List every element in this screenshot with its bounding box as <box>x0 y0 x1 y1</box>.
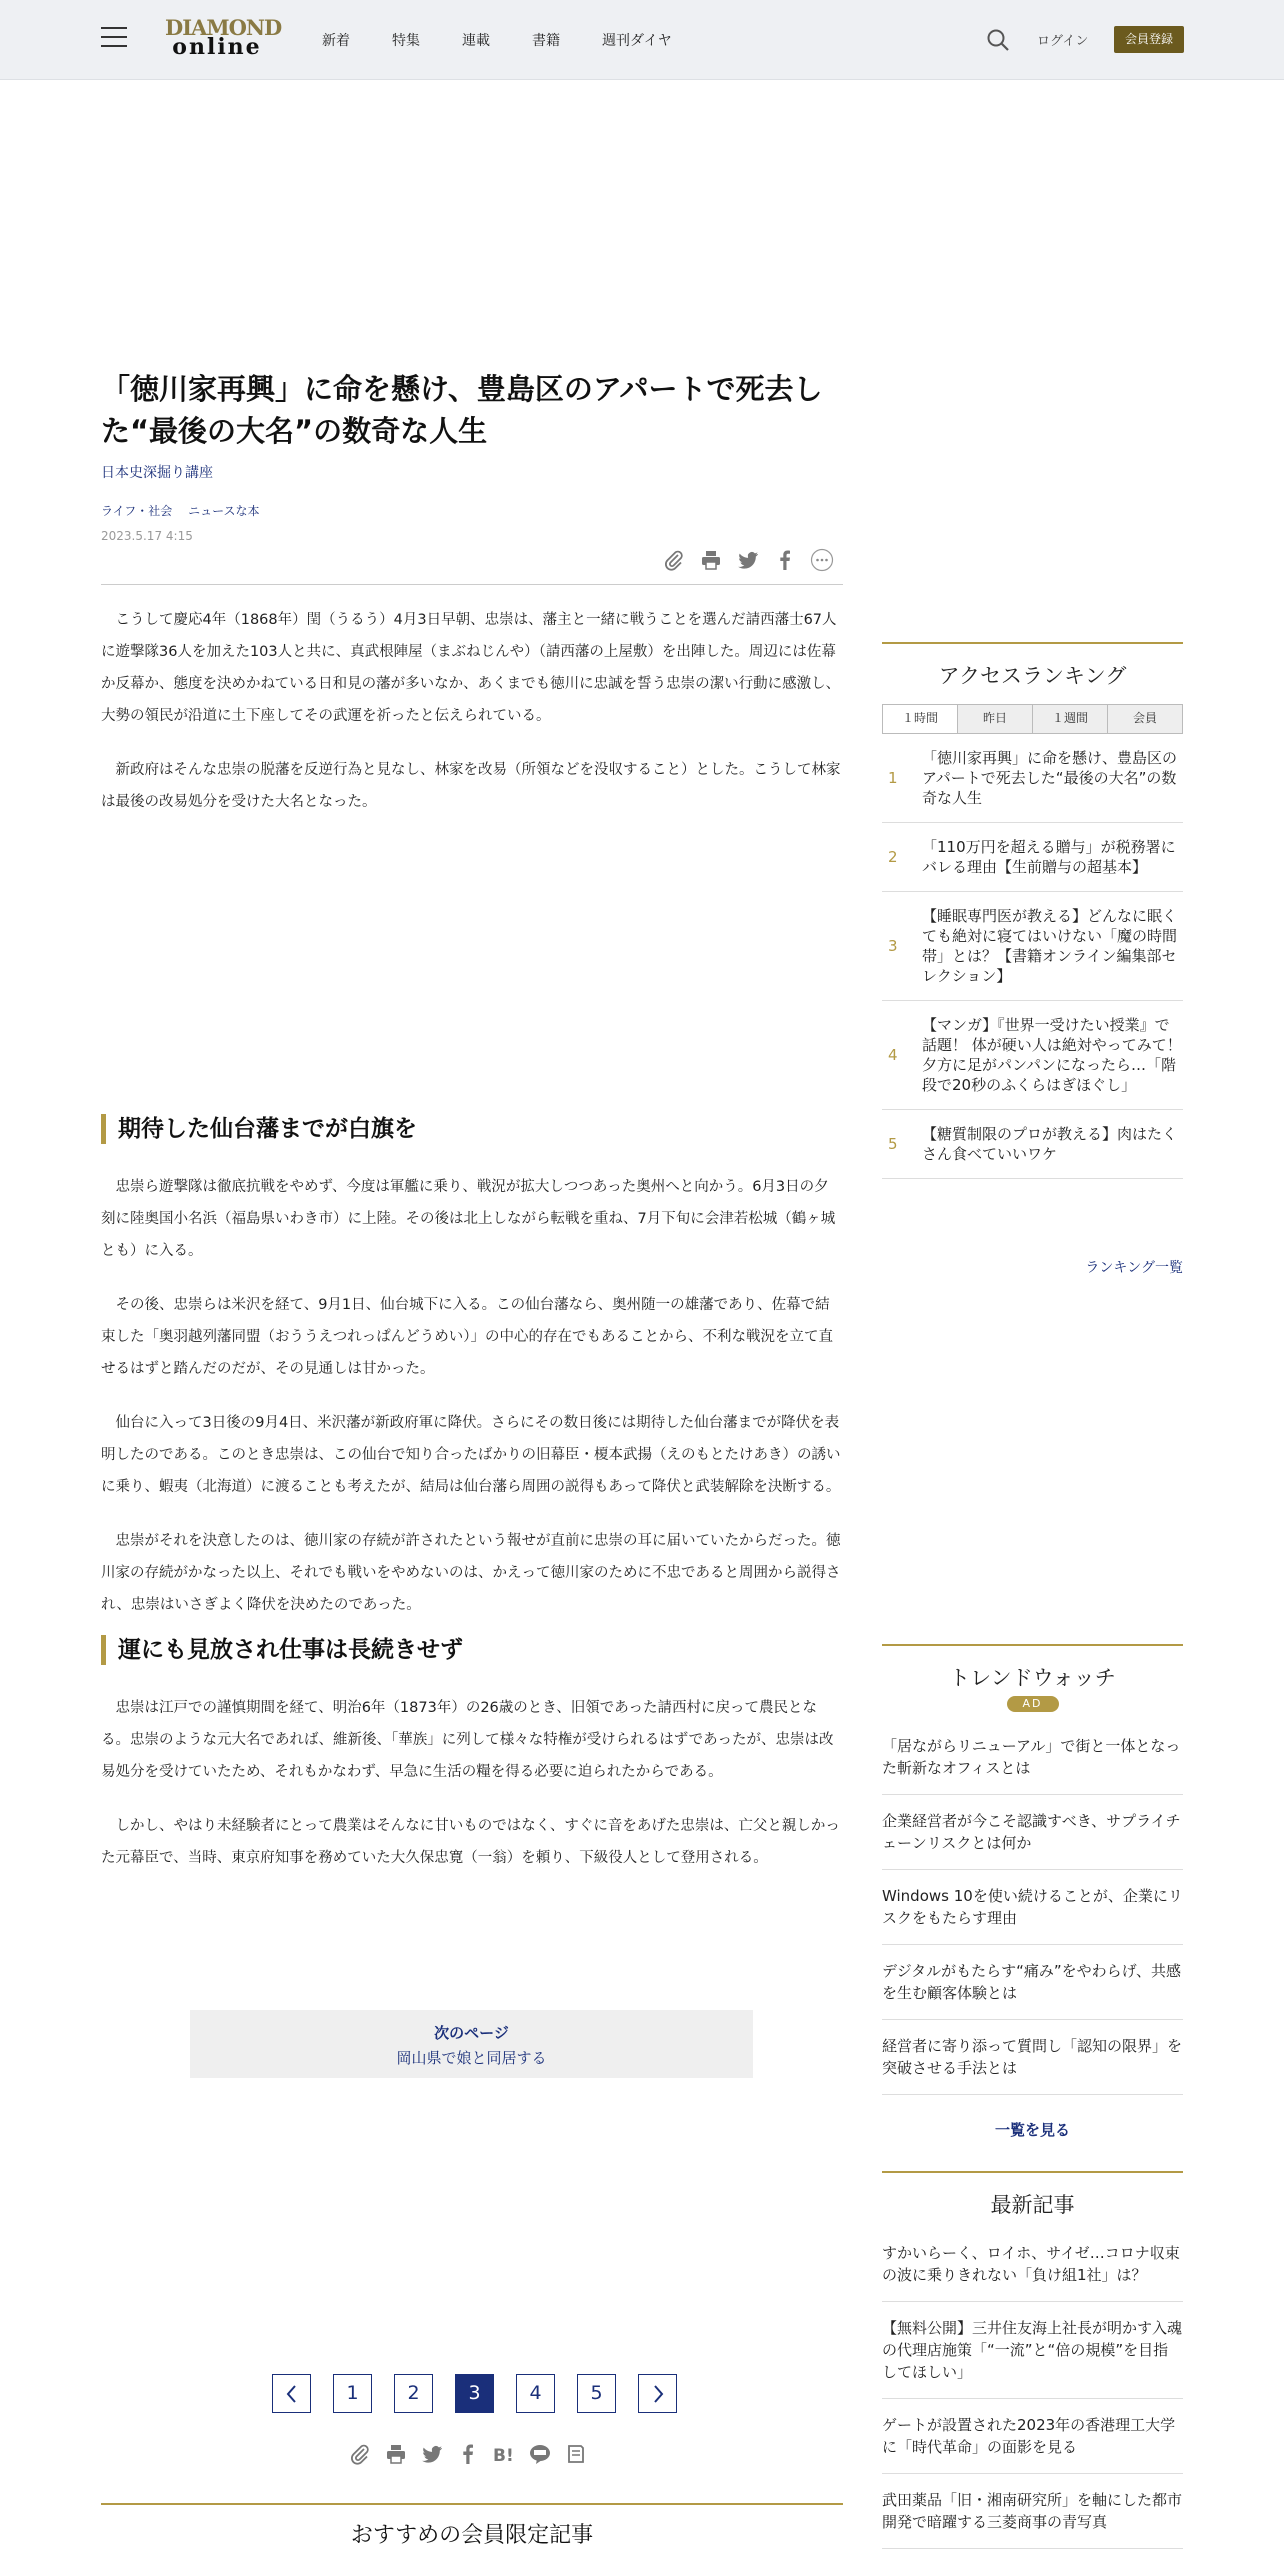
latest-item[interactable]: 武田薬品「旧・湘南研究所」を軸にした都市開発で暗躍する三菱商事の青写真 <box>882 2474 1183 2549</box>
nav-item-series[interactable]: 連載 <box>462 33 490 49</box>
site-logo[interactable] <box>165 15 282 60</box>
panel-divider <box>882 2171 1183 2173</box>
site-header <box>0 0 1284 80</box>
page-2-button[interactable]: 2 <box>394 2374 433 2413</box>
ranking-item[interactable] <box>882 734 1183 823</box>
search-icon[interactable] <box>986 28 1010 52</box>
trend-item[interactable]: 経営者に寄り添って質問し「認知の限界」を突破させる手法とは <box>882 2020 1183 2095</box>
login-link[interactable]: ログイン <box>1037 34 1089 49</box>
clip-icon[interactable] <box>662 548 686 572</box>
ranking-item[interactable] <box>882 1110 1183 1179</box>
ad-badge: AD <box>1007 1696 1059 1712</box>
tag-news-book[interactable]: ニュースな本 <box>188 504 260 518</box>
trend-item[interactable]: 「居ながらリニューアル」で街と一体となった斬新なオフィスとは <box>882 1720 1183 1795</box>
tab-1-hour[interactable]: １時間 <box>883 705 957 733</box>
body-paragraph: しかし、やはり未経験者にとって農業はそんなに甘いものではなく、すぐに音をあげた忠崇は、亡父と親しかった元幕臣で、当時、東京府知事を務めていた大久保忠寛（一翁）を頼り、下級役人として登用される。 <box>101 1818 840 1866</box>
trend-item[interactable]: デジタルがもたらす“痛み”をやわらげ、共感を生む顧客体験とは <box>882 1945 1183 2020</box>
body-paragraph: 忠崇は江戸での謹慎期間を経て、明治6年（1873年）の26歳のとき、旧領であった請西村に戻って農民となる。忠崇のような元大名であれば、維新後、「華族」に列して様々な特権が受けられるはずであったが、忠崇は改易処分を受けていたため、それもかなわず、早急に生活の糧を得る必要に迫られたからである。 <box>101 1700 834 1780</box>
tab-yesterday[interactable]: 昨日 <box>957 705 1032 733</box>
ranking-item[interactable] <box>882 1001 1183 1110</box>
nav-item-books[interactable]: 書籍 <box>532 33 560 49</box>
ranking-item[interactable] <box>882 892 1183 1001</box>
share-bar-bottom <box>348 2442 588 2466</box>
body-paragraph: 仙台に入って3日後の9月4日、米沢藩が新政府軍に降伏。さらにその数日後には期待した仙台藩までが降伏を表明したのである。このとき忠崇は、この仙台で知り合ったばかりの旧幕臣・榎本武揚（えのもとたけあき）の誘いに乗り、蝦夷（北海道）に渡ることも考えたが、結局は仙台藩ら周囲の説得もあって降伏と武装解除を決断する。 <box>101 1415 841 1495</box>
ad-space <box>101 840 843 1114</box>
ranking-panel <box>882 642 1183 1277</box>
line-icon[interactable] <box>528 2442 552 2466</box>
series-link[interactable]: 日本史深掘り講座 <box>101 465 213 481</box>
trend-item[interactable]: 企業経営者が今こそ認識すべき、サプライチェーンリスクとは何か <box>882 1795 1183 1870</box>
section-heading: 期待した仙台藩までが白旗を <box>101 1114 843 1144</box>
tag-life-society[interactable]: ライフ・社会 <box>101 504 173 518</box>
ranking-item-title: 「110万円を超える贈与」が税務署にバレる理由【生前贈与の超基本】 <box>922 838 1176 876</box>
global-nav <box>322 30 714 50</box>
more-share-icon[interactable] <box>810 548 834 572</box>
nav-item-new[interactable]: 新着 <box>322 33 350 49</box>
section-heading: 運にも見放され仕事は長続きせず <box>101 1635 843 1665</box>
next-page-title: 岡山県で娘と同居する <box>396 2049 547 2067</box>
trend-more-link[interactable]: 一覧を見る <box>994 2121 1070 2139</box>
twitter-icon[interactable] <box>736 548 760 572</box>
nav-item-weekly[interactable]: 週刊ダイヤ <box>602 33 672 49</box>
nav-item-feature[interactable]: 特集 <box>392 33 420 49</box>
rank-number: 3 <box>888 937 898 955</box>
prev-page-button[interactable] <box>272 2374 311 2413</box>
article-header <box>101 368 843 543</box>
facebook-icon[interactable] <box>773 548 797 572</box>
latest-title: 最新記事 <box>990 2193 1075 2217</box>
pagination <box>272 2374 677 2413</box>
signup-button[interactable]: 会員登録 <box>1114 26 1184 53</box>
page-5-button[interactable]: 5 <box>577 2374 616 2413</box>
ranking-item-title: 「徳川家再興」に命を懸け、豊島区のアパートで死去した“最後の大名”の数奇な人生 <box>922 749 1178 807</box>
article-title: 「徳川家再興」に命を懸け、豊島区のアパートで死去した“最後の大名”の数奇な人生 <box>101 372 823 448</box>
recommend-title: おすすめの会員限定記事 <box>350 2523 594 2548</box>
latest-item[interactable]: すかいらーく、ロイホ、サイゼ…コロナ収束の波に乗りきれない「負け組1社」は？ <box>882 2227 1183 2302</box>
tab-members[interactable]: 会員 <box>1107 705 1182 733</box>
logo-bottom: online <box>172 34 262 60</box>
ranking-item-title: 【マンガ】『世界一受けたい授業』で話題！ 体が硬い人は絶対やってみて！ 夕方に足がパンパンになったら…「階段で20秒のふくらはぎほぐし」 <box>922 1016 1182 1094</box>
twitter-icon[interactable] <box>420 2442 444 2466</box>
divider <box>101 584 843 585</box>
clip-icon[interactable] <box>348 2442 372 2466</box>
logo-top: DIAMOND <box>165 15 282 40</box>
rank-number: 2 <box>888 848 898 866</box>
print-icon[interactable] <box>699 548 723 572</box>
trend-panel <box>882 1644 1183 2140</box>
rank-number: 4 <box>888 1046 898 1064</box>
panel-divider <box>882 642 1183 644</box>
trend-item[interactable]: Windows 10を使い続けることが、企業にリスクをもたらす理由 <box>882 1870 1183 1945</box>
page-3-button[interactable]: 3 <box>455 2374 494 2413</box>
body-paragraph: 新政府はそんな忠崇の脱藩を反逆行為と見なし、林家を改易（所領などを没収すること）とした。こうして林家は最後の改易処分を受けた大名となった。 <box>101 762 841 810</box>
body-paragraph: 忠崇がそれを決意したのは、徳川家の存続が許されたという報せが直前に忠崇の耳に届いていたからだった。徳川家の存続がかなった以上、それでも戦いをやめないのは、かえって徳川家のために不忠であると周囲から説得され、忠崇はいさぎよく降伏を決めたのであった。 <box>101 1533 841 1613</box>
next-page-button[interactable] <box>190 2010 753 2078</box>
ranking-item-title: 【糖質制限のプロが教える】肉はたくさん食べていいワケ <box>922 1125 1178 1163</box>
page-1-button[interactable]: 1 <box>333 2374 372 2413</box>
pocket-icon[interactable] <box>564 2442 588 2466</box>
next-page-label: 次のページ <box>434 2024 509 2042</box>
latest-item[interactable]: ゲートが設置された2023年の香港理工大学に「時代革命」の面影を見る <box>882 2399 1183 2474</box>
svg-text:B!: B! <box>493 2446 514 2466</box>
rank-number: 1 <box>888 769 898 787</box>
facebook-icon[interactable] <box>456 2442 480 2466</box>
article-body <box>101 604 843 1896</box>
tab-1-week[interactable]: １週間 <box>1032 705 1107 733</box>
trend-title: トレンドウォッチ <box>949 1666 1116 1690</box>
latest-item[interactable]: 【無料公開】三井住友海上社長が明かす入魂の代理店施策「“一流”と“倍の規模”を目指してほしい」 <box>882 2302 1183 2399</box>
latest-panel <box>882 2171 1183 2549</box>
recommend-divider <box>101 2503 843 2505</box>
menu-icon[interactable] <box>101 27 127 49</box>
page-4-button[interactable]: 4 <box>516 2374 555 2413</box>
publish-date: 2023.5.17 4:15 <box>101 529 193 543</box>
next-page-arrow-button[interactable] <box>638 2374 677 2413</box>
panel-divider <box>882 1644 1183 1646</box>
ranking-title: アクセスランキング <box>938 664 1127 688</box>
share-bar-top <box>662 548 834 572</box>
hatena-bookmark-icon[interactable] <box>492 2442 516 2466</box>
article-tags <box>101 502 843 519</box>
body-paragraph: 忠崇ら遊撃隊は徹底抗戦をやめず、今度は軍艦に乗り、戦況が拡大しつつあった奥州へと向かう。6月3日の夕刻に陸奥国小名浜（福島県いわき市）に上陸。その後は北上しながら転戦を重ね、7月下旬に会津若松城（鶴ヶ城とも）に入る。 <box>101 1179 836 1259</box>
ranking-more-link[interactable]: ランキング一覧 <box>1085 1260 1183 1276</box>
rank-number: 5 <box>888 1135 898 1153</box>
print-icon[interactable] <box>384 2442 408 2466</box>
body-paragraph: こうして慶応4年（1868年）閏（うるう）4月3日早朝、忠崇は、藩主と一緒に戦うことを選んだ請西藩士67人に遊撃隊36人を加えた103人と共に、真武根陣屋（まぶねじんや）（請西藩の上屋敷）を出陣した。周辺には佐幕か反幕か、態度を決めかねている日和見の藩が多いなか、あくまでも徳川に忠誠を誓う忠崇の潔い行動に感激し、大勢の領民が沿道に土下座してその武運を祈ったと伝えられている。 <box>101 612 841 724</box>
ranking-item-title: 【睡眠専門医が教える】どんなに眠くても絶対に寝てはいけない「魔の時間帯」とは？【書籍オンライン編集部セレクション】 <box>922 907 1178 985</box>
ranking-tabs <box>882 704 1183 734</box>
body-paragraph: その後、忠崇らは米沢を経て、9月1日、仙台城下に入る。この仙台藩なら、奥州随一の雄藩であり、佐幕で結束した「奥羽越列藩同盟（おううえつれっぱんどうめい）」の中心的存在でもあることから、不利な戦況を立て直せるはずと踏んだのだが、その見通しは甘かった。 <box>101 1297 833 1377</box>
ranking-item[interactable] <box>882 823 1183 892</box>
